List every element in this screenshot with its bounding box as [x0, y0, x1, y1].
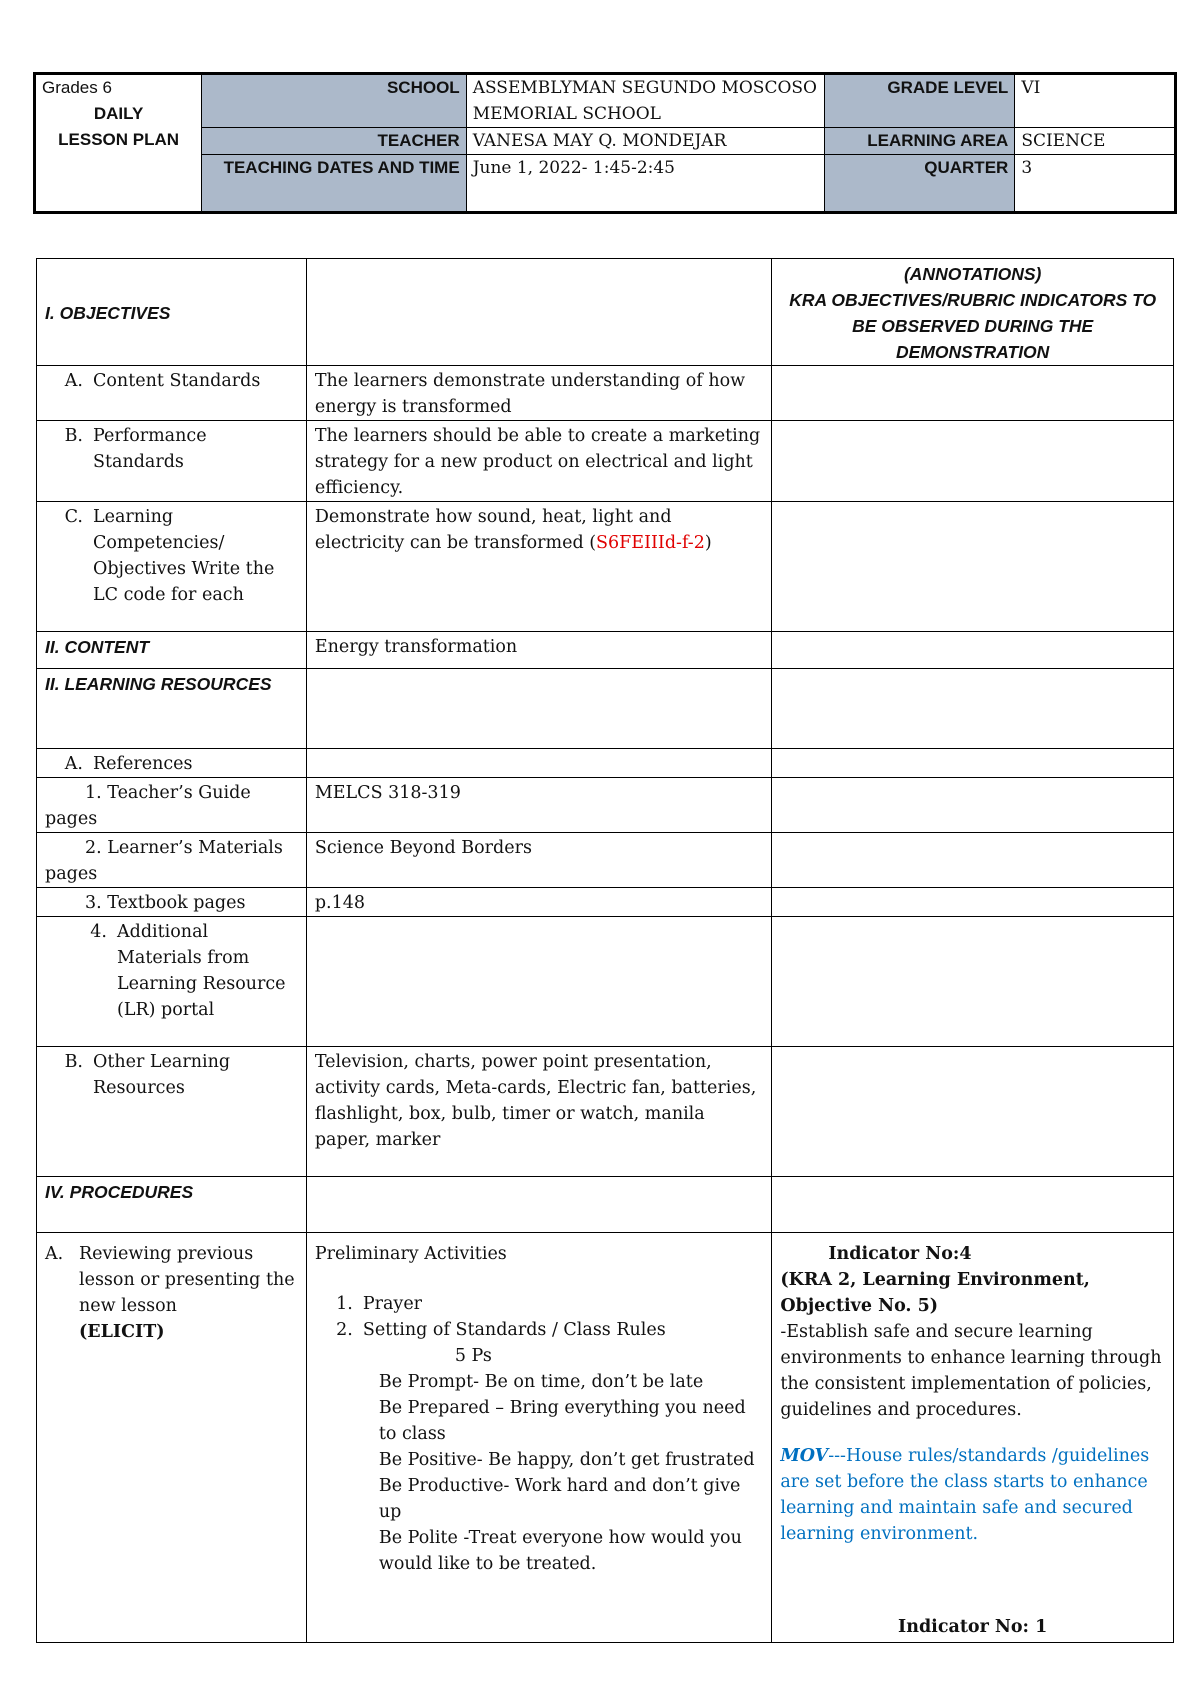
table-row	[37, 669, 1174, 749]
indicator-kra: (KRA 2, Learning Environment, Objective No. 5)	[780, 1270, 1090, 1316]
plan-title-lesson-plan: LESSON PLAN	[58, 130, 180, 149]
objectives-title-cell	[37, 259, 307, 366]
list-letter: B.	[64, 1052, 83, 1072]
empty-cell	[772, 917, 1174, 1047]
list-number: 2.	[336, 1320, 353, 1340]
teachers-guide-label: 1. Teacher’s Guide pages	[37, 778, 307, 833]
table-row	[37, 421, 1174, 502]
plan-title-daily: DAILY	[93, 104, 144, 123]
elicit-tag: (ELICIT)	[79, 1322, 165, 1342]
procedures-title-cell	[37, 1177, 307, 1233]
resources-title-cell	[37, 669, 307, 749]
empty-cell	[306, 259, 771, 366]
header-table	[33, 72, 1177, 214]
list-letter: B.	[64, 426, 83, 446]
dates-value: June 1, 2022- 1:45-2:45	[466, 155, 824, 213]
performance-standards-value: The learners should be able to create a marketing strategy for a new product on electrical and light efficiency.	[306, 421, 771, 502]
empty-cell	[772, 502, 1174, 632]
table-row	[37, 749, 1174, 778]
class-rules-item: Setting of Standards / Class Rules	[362, 1320, 666, 1340]
content-value: Energy transformation	[306, 632, 771, 669]
mov-block	[780, 1443, 1165, 1547]
table-row	[37, 888, 1174, 917]
other-resources-label: Other Learning Resources	[93, 1052, 231, 1098]
table-row	[37, 632, 1174, 669]
additional-materials-cell	[37, 917, 307, 1047]
table-row	[37, 259, 1174, 366]
table-row	[37, 1177, 1174, 1233]
annotations-subtitle: KRA OBJECTIVES/RUBRIC INDICATORS TO BE OBSERVED DURING THE DEMONSTRATION	[789, 290, 1157, 362]
school-label: SCHOOL	[202, 74, 466, 128]
table-row	[37, 1233, 1174, 1643]
procedures-title: IV. PROCEDURES	[45, 1182, 194, 1202]
rule-productive: Be Productive- Work hard and don’t give up	[378, 1476, 741, 1522]
learning-area-value: SCIENCE	[1015, 128, 1176, 155]
table-row	[37, 833, 1174, 888]
indicator-cell	[772, 1233, 1174, 1643]
rule-prepared: Be Prepared – Bring everything you need to class	[378, 1398, 746, 1444]
learning-area-label: LEARNING AREA	[825, 128, 1015, 155]
lc-code: S6FEIIId-f-2	[596, 533, 705, 553]
references-label-cell	[37, 749, 307, 778]
empty-cell	[772, 366, 1174, 421]
other-resources-label-cell	[37, 1047, 307, 1177]
empty-cell	[772, 421, 1174, 502]
annotations-title: (ANNOTATIONS)	[903, 264, 1042, 284]
indicator-text: -Establish safe and secure learning environments to enhance learning through the consistent implementation of policies, guidelines and procedures.	[780, 1322, 1162, 1420]
school-value: ASSEMBLYMAN SEGUNDO MOSCOSO MEMORIAL SCHOOL	[466, 74, 824, 128]
teacher-label: TEACHER	[202, 128, 466, 155]
table-row	[37, 366, 1174, 421]
prayer-item: Prayer	[362, 1294, 423, 1314]
list-number: 4.	[90, 922, 107, 942]
list-letter: A.	[45, 1244, 64, 1264]
empty-cell	[306, 749, 771, 778]
competencies-label: Learning Competencies/ Objectives Write the LC code for each	[93, 507, 275, 605]
textbook-pages-value: p.148	[306, 888, 771, 917]
content-title: II. CONTENT	[45, 637, 150, 657]
textbook-pages-label: 3. Textbook pages	[37, 888, 307, 917]
grade-level-value: VI	[1015, 74, 1176, 128]
indicator-2-title: Indicator No: 1	[898, 1617, 1048, 1637]
learners-materials-label: 2. Learner’s Materials pages	[37, 833, 307, 888]
empty-cell	[772, 1047, 1174, 1177]
review-lesson-label: Reviewing previous lesson or presenting the new lesson	[79, 1244, 295, 1316]
empty-cell	[306, 669, 771, 749]
five-ps-title: 5 Ps	[454, 1346, 492, 1366]
rule-polite: Be Polite -Treat everyone how would you would like to be treated.	[378, 1528, 742, 1574]
competencies-value: Demonstrate how sound, heat, light and electricity can be transformed (	[314, 507, 672, 553]
performance-standards-label-cell	[37, 421, 307, 502]
content-standards-value: The learners demonstrate understanding of how energy is transformed	[306, 366, 771, 421]
empty-cell	[306, 1177, 771, 1233]
list-letter: A.	[64, 754, 83, 774]
empty-cell	[772, 669, 1174, 749]
table-row	[37, 502, 1174, 632]
empty-cell	[306, 917, 771, 1047]
grades-label: Grades 6	[42, 78, 112, 97]
preliminary-title: Preliminary Activities	[314, 1244, 507, 1264]
rule-positive: Be Positive- Be happy, don’t get frustrated	[378, 1450, 755, 1470]
empty-cell	[772, 632, 1174, 669]
plan-title-cell	[35, 74, 202, 213]
indicator-title: Indicator No:4	[828, 1244, 972, 1264]
dates-label: TEACHING DATES AND TIME	[202, 155, 466, 213]
objectives-title: I. OBJECTIVES	[45, 302, 171, 323]
content-standards-label-cell	[37, 366, 307, 421]
quarter-label: QUARTER	[825, 155, 1015, 213]
rule-prompt: Be Prompt- Be on time, don’t be late	[378, 1372, 704, 1392]
references-label: References	[93, 754, 193, 774]
empty-cell	[772, 749, 1174, 778]
learners-materials-value: Science Beyond Borders	[306, 833, 771, 888]
teacher-value: VANESA MAY Q. MONDEJAR	[466, 128, 824, 155]
grade-level-label: GRADE LEVEL	[825, 74, 1015, 128]
preliminary-activities-cell	[306, 1233, 771, 1643]
list-letter: C.	[64, 507, 83, 527]
competencies-value-cell	[306, 502, 771, 632]
quarter-value: 3	[1015, 155, 1176, 213]
additional-materials-label: Additional Materials from Learning Resource (LR) portal	[117, 922, 286, 1020]
table-row	[37, 778, 1174, 833]
mov-label: MOV	[780, 1446, 829, 1466]
review-lesson-cell	[37, 1233, 307, 1643]
teachers-guide-value: MELCS 318-319	[306, 778, 771, 833]
resources-title: II. LEARNING RESOURCES	[45, 674, 272, 694]
mov-text: ---House rules/standards /guidelines are set before the class starts to enhance learning and maintain safe and secured learning environment.	[780, 1446, 1150, 1544]
empty-cell	[772, 1177, 1174, 1233]
annotations-header	[772, 259, 1174, 366]
other-resources-value: Television, charts, power point presentation, activity cards, Meta-cards, Electric fan, batteries, flashlight, box, bulb, timer or watch, manila paper, marker	[306, 1047, 771, 1177]
empty-cell	[772, 888, 1174, 917]
list-number: 1.	[336, 1294, 353, 1314]
table-row	[37, 1047, 1174, 1177]
empty-cell	[772, 778, 1174, 833]
content-standards-label: Content Standards	[93, 371, 261, 391]
competencies-label-cell	[37, 502, 307, 632]
content-title-cell	[37, 632, 307, 669]
empty-cell	[772, 833, 1174, 888]
performance-standards-label: Performance Standards	[93, 426, 207, 472]
lc-code-close: )	[704, 533, 712, 553]
table-row	[37, 917, 1174, 1047]
lesson-plan-table	[36, 258, 1174, 1643]
list-letter: A.	[64, 371, 83, 391]
